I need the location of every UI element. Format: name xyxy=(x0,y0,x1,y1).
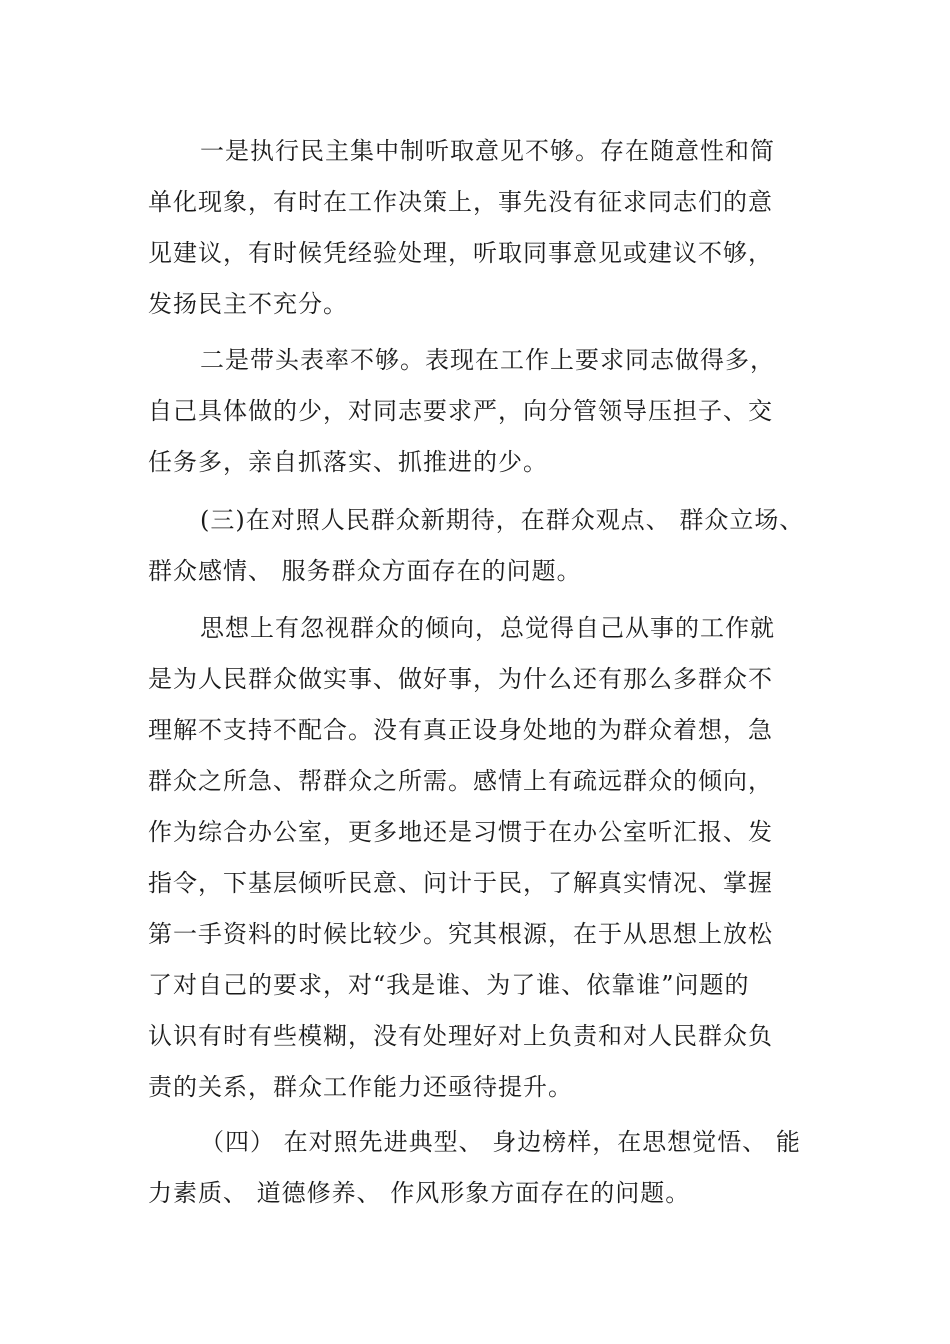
paragraph-line: 思想上有忽视群众的倾向，总觉得自己从事的工作就 xyxy=(200,614,775,642)
paragraph-line: 群众之所急、帮群众之所需。感情上有疏远群众的倾向， xyxy=(148,767,773,795)
paragraph-line: 一是执行民主集中制听取意见不够。存在随意性和简 xyxy=(200,137,775,165)
paragraph-line: 作为综合办公室，更多地还是习惯于在办公室听汇报、发 xyxy=(148,818,773,846)
section-heading-three xyxy=(148,495,804,597)
paragraph-line: 群众感情、 服务群众方面存在的问题。 xyxy=(148,557,582,585)
paragraph-line: 指令，下基层倾听民意、问计于民，了解真实情况、掌握 xyxy=(148,869,773,897)
paragraph-line: 二是带头表率不够。表现在工作上要求同志做得多， xyxy=(200,346,775,374)
paragraph-line: 任务多，亲自抓落实、抓推进的少。 xyxy=(148,448,548,476)
section-heading-four xyxy=(148,1117,801,1219)
paragraph-line: 见建议，有时候凭经验处理，听取同事意见或建议不够， xyxy=(148,239,773,267)
paragraph-line: 认识有时有些模糊，没有处理好对上负责和对人民群众负 xyxy=(148,1022,773,1050)
paragraph-line: 了对自己的要求，对“我是谁、为了谁、依靠谁”问题的 xyxy=(148,971,750,999)
paragraph-line: 力素质、 道德修养、 作风形象方面存在的问题。 xyxy=(148,1179,691,1207)
paragraph-line: 第一手资料的时候比较少。究其根源，在于从思想上放松 xyxy=(148,920,773,948)
paragraph-line: 自己具体做的少，对同志要求严，向分管领导压担子、交 xyxy=(148,397,773,425)
paragraph-line: 责的关系，群众工作能力还亟待提升。 xyxy=(148,1073,573,1101)
paragraph-line: 理解不支持不配合。没有真正设身处地的为群众着想，急 xyxy=(148,716,773,744)
paragraph-leading-example xyxy=(148,335,775,488)
paragraph-line: 单化现象，有时在工作决策上，事先没有征求同志们的意 xyxy=(148,188,773,216)
paragraph-mass-line xyxy=(148,603,775,1113)
paragraph-line: 是为人民群众做实事、做好事，为什么还有那么多群众不 xyxy=(148,665,773,693)
paragraph-line: 发扬民主不充分。 xyxy=(148,290,348,318)
paragraph-democratic-centralism xyxy=(148,126,775,330)
paragraph-line: （四） 在对照先进典型、 身边榜样，在思想觉悟、 能 xyxy=(200,1128,801,1156)
paragraph-line: (三)在对照人民群众新期待，在群众观点、 群众立场、 xyxy=(200,506,805,534)
